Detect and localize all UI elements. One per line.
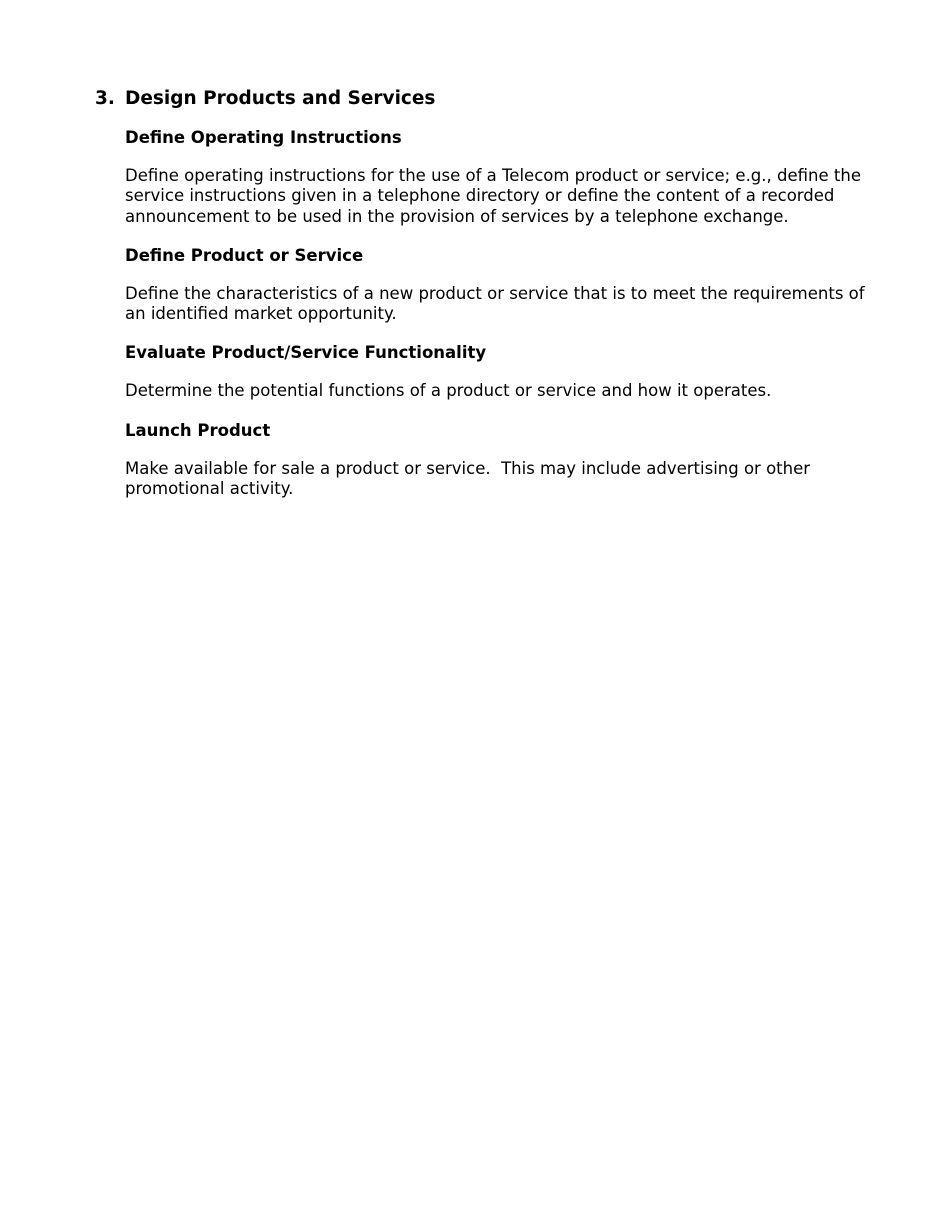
item-launch-product — [125, 420, 870, 500]
item-body: Define operating instructions for the use of a Telecom product or service; e.g., define the service instructions given in a telephone directory or define the content of a recorded announcement to be used in the provision of services by a telephone exchange. — [125, 166, 861, 226]
item-body: Define the characteristics of a new product or service that is to meet the requirements of an identified market opportunity. — [125, 283, 865, 324]
item-define-operating-instructions — [125, 127, 870, 227]
section-heading — [95, 87, 435, 111]
item-heading: Evaluate Product/Service Functionality — [125, 343, 487, 363]
item-heading: Launch Product — [125, 420, 271, 440]
item-heading: Define Product or Service — [125, 245, 364, 265]
section-content — [125, 127, 870, 517]
item-heading: Define Operating Instructions — [125, 128, 402, 147]
item-define-product-or-service — [125, 245, 870, 325]
section-title: Design Products and Services — [125, 88, 436, 109]
item-body: Make available for sale a product or service. This may include advertising or other promotional activity. — [125, 458, 816, 499]
item-evaluate-functionality — [125, 342, 870, 401]
section-number: 3. — [95, 88, 115, 109]
item-body: Determine the potential functions of a product or service and how it operates. — [125, 381, 772, 401]
